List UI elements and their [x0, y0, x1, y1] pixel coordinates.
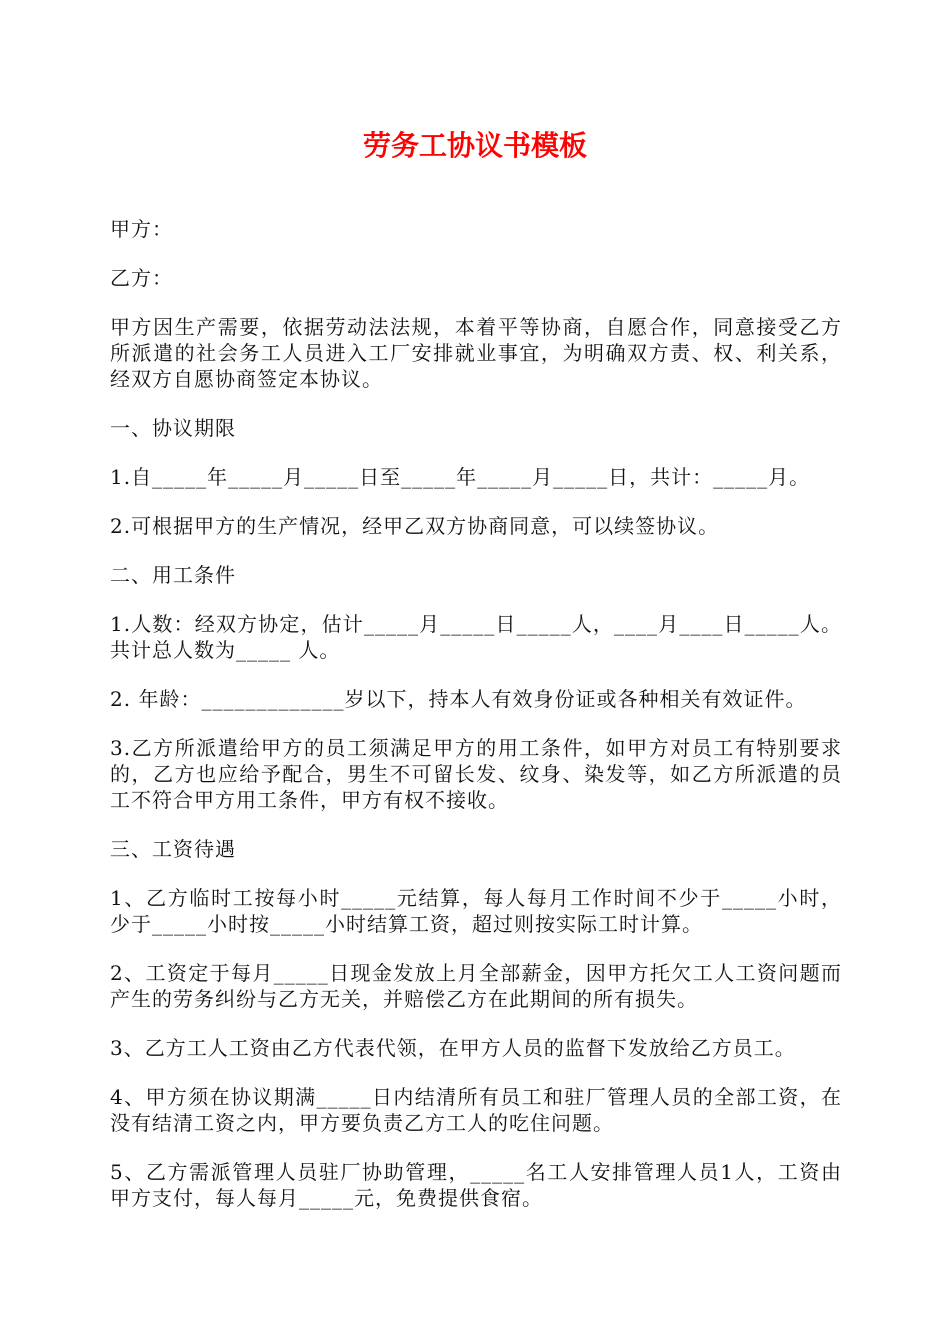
party-b-line: 乙方：: [110, 266, 173, 290]
section-heading-term: 一、协议期限: [110, 416, 236, 440]
wages-clause-1: 1、乙方临时工按每小时_____元结算，每人每月工作时间不少于_____小时，少于_____小时按_____小时结算工资，超过则按实际工时计算。: [110, 886, 842, 936]
preamble-paragraph: 甲方因生产需要，依据劳动法法规，本着平等协商，自愿合作，同意接受乙方所派遣的社会务工人员进入工厂安排就业事宜，为明确双方责、权、利关系，经双方自愿协商签定本协议。: [110, 315, 842, 391]
conditions-clause-1: 1.人数：经双方协定，估计_____月_____日_____人，____月____日_____人。共计总人数为_____ 人。: [110, 612, 842, 662]
wages-clause-4: 4、甲方须在协议期满_____日内结清所有员工和驻厂管理人员的全部工资，在没有结清工资之内，甲方要负责乙方工人的吃住问题。: [110, 1085, 842, 1135]
wages-clause-5: 5、乙方需派管理人员驻厂协助管理，_____名工人安排管理人员1人，工资由甲方支付，每人每月_____元，免费提供食宿。: [110, 1160, 842, 1210]
document-body: [110, 216, 842, 1234]
term-clause-2: 2.可根据甲方的生产情况，经甲乙双方协商同意，可以续签协议。: [110, 514, 720, 538]
party-a-line: 甲方：: [110, 217, 173, 241]
wages-clause-2: 2、工资定于每月_____日现金发放上月全部薪金，因甲方托欠工人工资问题而产生的劳务纠纷与乙方无关，并赔偿乙方在此期间的所有损失。: [110, 961, 842, 1011]
document-title: 劳务工协议书模板: [362, 129, 587, 162]
section-heading-conditions: 二、用工条件: [110, 563, 236, 587]
wages-clause-3: 3、乙方工人工资由乙方代表代领，在甲方人员的监督下发放给乙方员工。: [110, 1036, 796, 1060]
term-clause-1: 1.自_____年_____月_____日至_____年_____月_____日，共计：_____月。: [110, 465, 811, 489]
conditions-clause-2: 2. 年龄：_____________岁以下，持本人有效身份证或各种相关有效证件。: [110, 687, 807, 711]
conditions-clause-3: 3.乙方所派遣给甲方的员工须满足甲方的用工条件，如甲方对员工有特别要求的，乙方也应给予配合，男生不可留长发、纹身、染发等，如乙方所派遣的员工不符合甲方用工条件，甲方有权不接收。: [110, 736, 842, 812]
section-heading-wages: 三、工资待遇: [110, 837, 236, 861]
